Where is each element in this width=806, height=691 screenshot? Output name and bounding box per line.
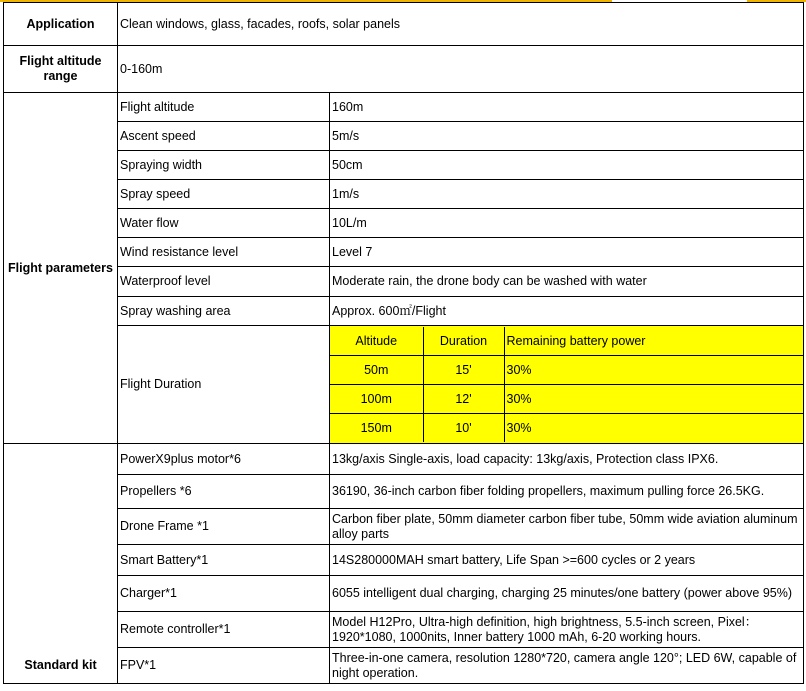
param-value: 160m: [330, 93, 804, 122]
duration-time: 15': [423, 356, 504, 385]
duration-altitude: 50m: [330, 356, 423, 385]
param-value: Level 7: [330, 238, 804, 267]
param-value: Approx. 600㎡/Flight: [330, 297, 804, 326]
kit-row: [4, 444, 804, 475]
duration-battery: 30%: [504, 414, 803, 443]
param-value: 1m/s: [330, 180, 804, 209]
kit-item-name: Propellers *6: [118, 475, 330, 509]
kit-row: [4, 648, 804, 684]
kit-item-value: Three-in-one camera, resolution 1280*720, camera angle 120°; LED 6W, capable of night operation.: [330, 648, 804, 684]
flight-parameters-label: Flight parameters: [4, 93, 118, 444]
kit-item-value: Model H12Pro, Ultra-high definition, high brightness, 5.5-inch screen, Pixel：1920*1080, 1000nits, Inner battery 1000 mAh, 6-20 working hours.: [330, 612, 804, 648]
param-row: [4, 297, 804, 326]
param-row: [4, 151, 804, 180]
row-altitude-range: [4, 46, 804, 93]
param-value: 5m/s: [330, 122, 804, 151]
param-name: Ascent speed: [118, 122, 330, 151]
altitude-range-value: 0-160m: [118, 46, 804, 93]
kit-item-name: Remote controller*1: [118, 612, 330, 648]
standard-kit-label: Standard kit: [4, 444, 118, 684]
duration-battery: 30%: [504, 356, 803, 385]
kit-item-value: 14S280000MAH smart battery, Life Span >=600 cycles or 2 years: [330, 545, 804, 576]
param-name: Waterproof level: [118, 267, 330, 297]
param-row: [4, 209, 804, 238]
kit-item-name: Drone Frame *1: [118, 509, 330, 545]
param-name: Flight altitude: [118, 93, 330, 122]
param-name: Wind resistance level: [118, 238, 330, 267]
duration-battery: 30%: [504, 385, 803, 414]
param-value: 50cm: [330, 151, 804, 180]
duration-altitude: 150m: [330, 414, 423, 443]
param-value: 10L/m: [330, 209, 804, 238]
kit-item-value: 13kg/axis Single-axis, load capacity: 13kg/axis, Protection class IPX6.: [330, 444, 804, 475]
spec-table: [3, 2, 804, 684]
param-row: [4, 180, 804, 209]
application-value: Clean windows, glass, facades, roofs, solar panels: [118, 3, 804, 46]
duration-row: [330, 414, 803, 443]
flight-duration-label: Flight Duration: [118, 326, 330, 444]
duration-header-duration: Duration: [423, 327, 504, 356]
param-row: [4, 93, 804, 122]
duration-header-altitude: Altitude: [330, 327, 423, 356]
row-application: [4, 3, 804, 46]
duration-row: [330, 385, 803, 414]
kit-item-value: Carbon fiber plate, 50mm diameter carbon fiber tube, 50mm wide aviation aluminum alloy parts: [330, 509, 804, 545]
duration-time: 10': [423, 414, 504, 443]
kit-row: [4, 475, 804, 509]
flight-duration-table-cell: [330, 326, 804, 444]
duration-header-row: [330, 327, 803, 356]
duration-altitude: 100m: [330, 385, 423, 414]
kit-row: [4, 576, 804, 612]
duration-time: 12': [423, 385, 504, 414]
param-name: Water flow: [118, 209, 330, 238]
param-name: Spray washing area: [118, 297, 330, 326]
param-row: [4, 122, 804, 151]
kit-row: [4, 545, 804, 576]
altitude-range-label: Flight altitude range: [4, 46, 118, 93]
flight-duration-table: [330, 327, 803, 442]
application-label: Application: [4, 3, 118, 46]
param-row: [4, 238, 804, 267]
param-value: Moderate rain, the drone body can be washed with water: [330, 267, 804, 297]
kit-row: [4, 509, 804, 545]
kit-item-name: Charger*1: [118, 576, 330, 612]
duration-header-battery: Remaining battery power: [504, 327, 803, 356]
flight-duration-row: [4, 326, 804, 444]
kit-item-name: PowerX9plus motor*6: [118, 444, 330, 475]
duration-row: [330, 356, 803, 385]
kit-row: [4, 612, 804, 648]
param-row: [4, 267, 804, 297]
kit-item-value: 6055 intelligent dual charging, charging 25 minutes/one battery (power above 95%): [330, 576, 804, 612]
param-name: Spraying width: [118, 151, 330, 180]
kit-item-name: Smart Battery*1: [118, 545, 330, 576]
param-name: Spray speed: [118, 180, 330, 209]
kit-item-name: FPV*1: [118, 648, 330, 684]
kit-item-value: 36190, 36-inch carbon fiber folding propellers, maximum pulling force 26.5KG.: [330, 475, 804, 509]
